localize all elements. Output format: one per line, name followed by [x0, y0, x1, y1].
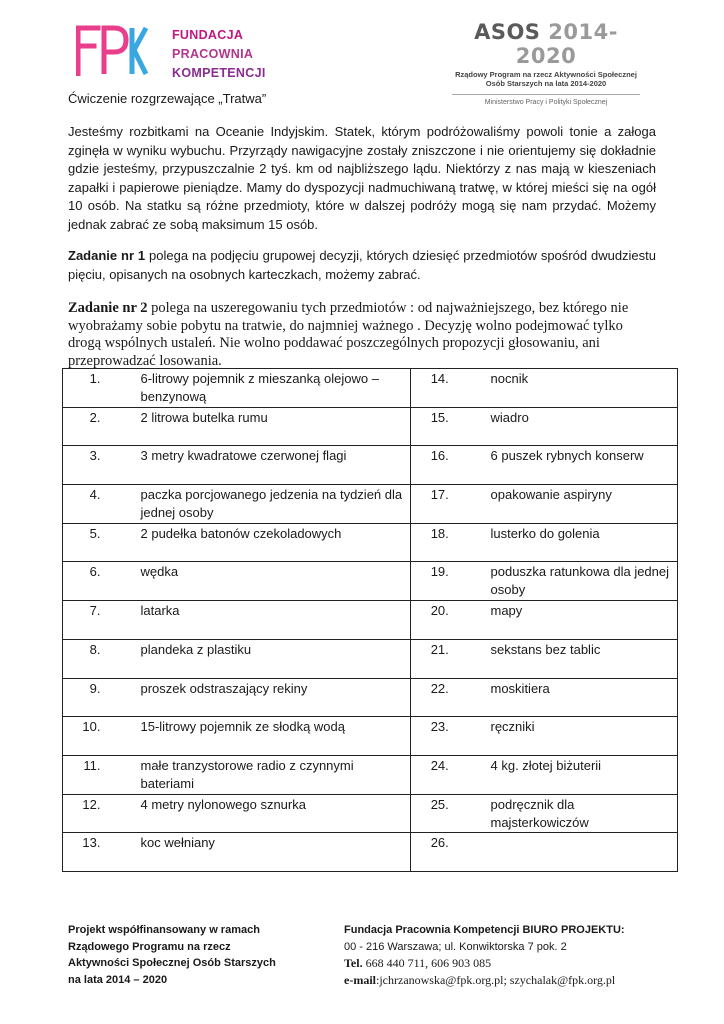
table-row — [63, 562, 678, 601]
item-number: 20. — [411, 601, 463, 640]
item-number: 13. — [63, 833, 139, 872]
item-name: latarka — [139, 601, 411, 640]
item-name: moskitiera — [463, 678, 678, 717]
item-number: 16. — [411, 446, 463, 485]
item-name: 15-litrowy pojemnik ze słodką wodą — [139, 717, 411, 756]
footer-phone: Tel. 668 440 711, 606 903 085 — [344, 956, 492, 970]
item-number: 25. — [411, 794, 463, 833]
table-row — [63, 485, 678, 524]
item-number: 23. — [411, 717, 463, 756]
item-name: ręczniki — [463, 717, 678, 756]
asos-ministry: Ministerstwo Pracy i Polityki Społecznej — [484, 99, 608, 106]
footer-address: 00 - 216 Warszawa; ul. Konwiktorska 7 pok. 2 — [344, 940, 567, 953]
task-2-paragraph — [68, 300, 656, 370]
item-name — [463, 833, 678, 872]
item-number: 26. — [411, 833, 463, 872]
item-number: 24. — [411, 755, 463, 794]
table-row — [63, 369, 678, 408]
item-number: 22. — [411, 678, 463, 717]
item-name: opakowanie aspiryny — [463, 485, 678, 524]
footer-contact — [344, 922, 664, 988]
item-name: lusterko do golenia — [463, 523, 678, 562]
story-paragraph: Jesteśmy rozbitkami na Oceanie Indyjskim. Statek, którym podróżowaliśmy powoli tonie a załoga zginęła w wyniku wybuchu. Przyrządy nawigacyjne zostały zniszczone i nie orientujemy się dokładnie gdzie jesteśmy, przypuszczalnie 2 tyś. km od najbliższego lądu. Niektórzy z nas mają w kieszeniach zapałki i papierowe pieniądze. Mamy do dyspozycji nadmuchiwaną tratwę, w której mieści się na ogół 10 osób. Na statku są różne przedmioty, które w dalszej podróży mogą się nam przydać. Możemy jednak zabrać ze sobą maksimum 15 osób. — [68, 124, 656, 232]
item-name: mapy — [463, 601, 678, 640]
item-name: 4 kg. złotej biżuterii — [463, 755, 678, 794]
item-number: 9. — [63, 678, 139, 717]
table-row — [63, 639, 678, 678]
item-number: 17. — [411, 485, 463, 524]
fpk-logo — [76, 24, 276, 82]
item-number: 7. — [63, 601, 139, 640]
exercise-title: Ćwiczenie rozgrzewające „Tratwa” — [68, 91, 267, 106]
item-name: 6 puszek rybnych konserw — [463, 446, 678, 485]
item-number: 6. — [63, 562, 139, 601]
item-number: 5. — [63, 523, 139, 562]
item-name: wiadro — [463, 407, 678, 446]
item-number: 18. — [411, 523, 463, 562]
item-number: 15. — [411, 407, 463, 446]
item-number: 21. — [411, 639, 463, 678]
item-name: paczka porcjowanego jedzenia na tydzień dla jednej osoby — [139, 485, 411, 524]
task-2-text: polega na uszeregowaniu tych przedmiotów : od najważniejszego, bez którego nie wyobrażamy sobie pobytu na tratwie, do najmniej ważnego . Decyzję wolno podejmować tylko drogą wspólnych ustaleń. Nie wolno poddawać poszczególnych propozycji głosowaniu, ani przeprowadzać losowania. — [68, 300, 629, 369]
item-name: poduszka ratunkowa dla jednej osoby — [463, 562, 678, 601]
item-name: nocnik — [463, 369, 678, 408]
table-row — [63, 678, 678, 717]
item-number: 4. — [63, 485, 139, 524]
task-1-label: Zadanie nr 1 — [68, 248, 146, 263]
item-name: sekstans bez tablic — [463, 639, 678, 678]
item-number: 14. — [411, 369, 463, 408]
item-name: małe tranzystorowe radio z czynnymi bateriami — [139, 755, 411, 794]
item-name: 3 metry kwadratowe czerwonej flagi — [139, 446, 411, 485]
table-row — [63, 717, 678, 756]
table-row — [63, 601, 678, 640]
table-row — [63, 794, 678, 833]
asos-title: ASOS 2014-2020 — [474, 20, 618, 68]
item-name: 2 pudełka batonów czekoladowych — [139, 523, 411, 562]
task-1-text: polega na podjęciu grupowej decyzji, których dziesięć przedmiotów spośród dwudziestu pięciu, opisanych na osobnych karteczkach, możemy zabrać. — [68, 248, 657, 282]
table-row — [63, 755, 678, 794]
footer-cofinancing: Projekt współfinansowany w ramach Rządowego Programu na rzecz Aktywności Społecznej Osób Starszych na lata 2014 – 2020 — [68, 924, 276, 986]
fpk-logo-mark-icon — [76, 24, 148, 76]
item-number: 11. — [63, 755, 139, 794]
item-name: 2 litrowa butelka rumu — [139, 407, 411, 446]
item-number: 8. — [63, 639, 139, 678]
task-1-paragraph — [68, 247, 656, 284]
table-row — [63, 523, 678, 562]
item-name: proszek odstraszający rekiny — [139, 678, 411, 717]
table-row — [63, 833, 678, 872]
fpk-logo-wordmark: FUNDACJA PRACOWNIA KOMPETENCJI — [172, 28, 266, 80]
table-row — [63, 407, 678, 446]
item-name: plandeka z plastiku — [139, 639, 411, 678]
footer-office-title: Fundacja Pracownia Kompetencji BIURO PROJEKTU: — [344, 924, 625, 936]
item-number: 19. — [411, 562, 463, 601]
item-name: 4 metry nylonowego sznurka — [139, 794, 411, 833]
items-table — [62, 368, 678, 872]
item-number: 1. — [63, 369, 139, 408]
item-number: 3. — [63, 446, 139, 485]
item-name: podręcznik dla majsterkowiczów — [463, 794, 678, 833]
item-number: 2. — [63, 407, 139, 446]
items-table-body — [63, 369, 678, 872]
item-name: 6-litrowy pojemnik z mieszanką olejowo – benzynową — [139, 369, 411, 408]
task-2-label: Zadanie nr 2 — [68, 300, 148, 316]
asos-subtitle: Rządowy Program na rzecz Aktywności Społecznej Osób Starszych na lata 2014-2020 — [455, 70, 637, 88]
item-name: koc wełniany — [139, 833, 411, 872]
item-name: wędka — [139, 562, 411, 601]
item-number: 10. — [63, 717, 139, 756]
item-number: 12. — [63, 794, 139, 833]
table-row — [63, 446, 678, 485]
footer-email: e-mail:jchrzanowska@fpk.org.pl; szychalak@fpk.org.pl — [344, 972, 616, 987]
